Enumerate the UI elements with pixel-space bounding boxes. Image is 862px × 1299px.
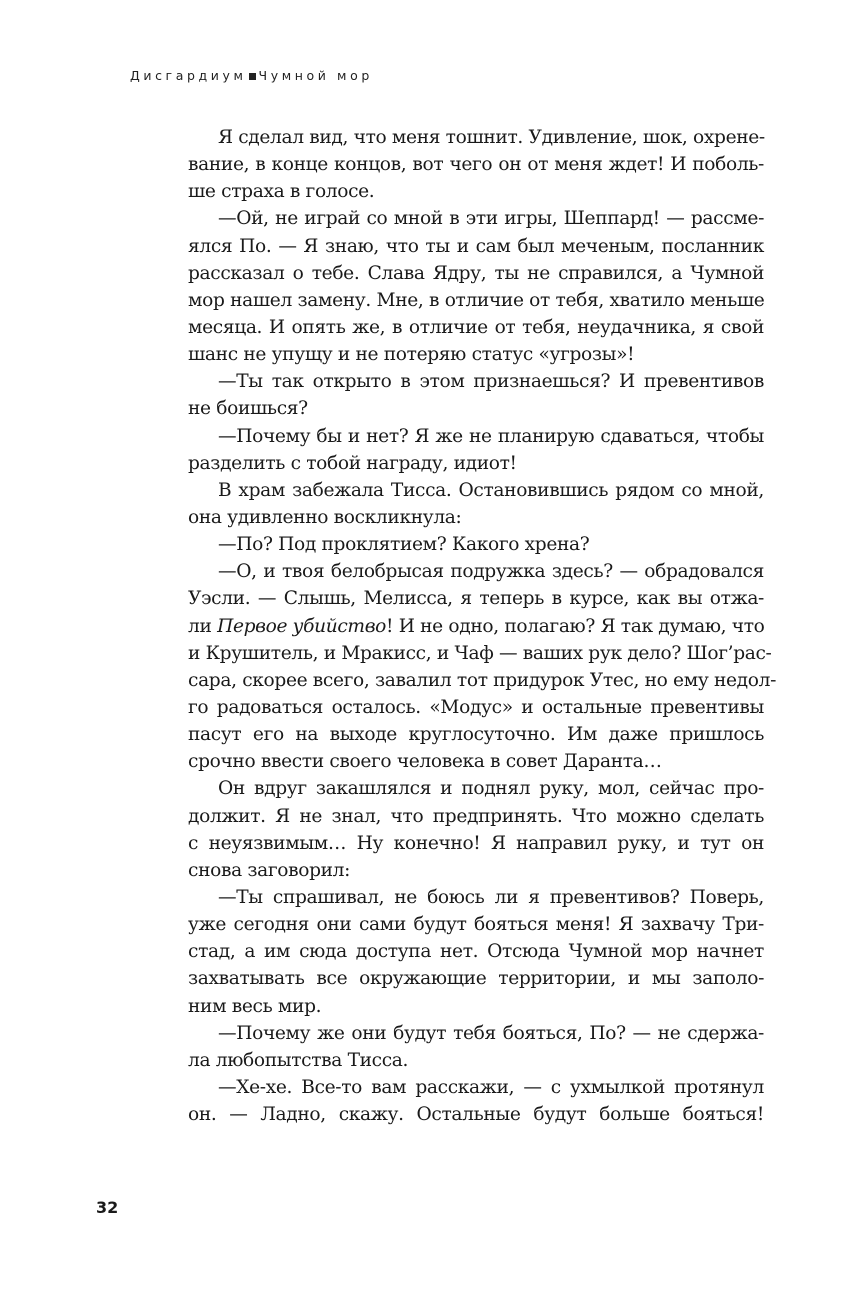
text-line: и Крушитель, и Мракисс, и Чаф — ваших рук дело? Шог’рас- (188, 642, 772, 664)
text-line: не боишься? (188, 398, 308, 420)
text-line: —Почему же они будут тебя бояться, По? — не сдержа- (218, 1022, 764, 1044)
page-number: 32 (96, 1198, 119, 1217)
text-fragment: ! И не одно, полагаю? Я так думаю, что (386, 615, 765, 637)
separator-square-icon (249, 73, 256, 80)
text-line: —Ты так открыто в этом признаешься? И превентивов (218, 371, 764, 393)
text-line: ним весь мир. (188, 995, 322, 1017)
text-line: Я сделал вид, что меня тошнит. Удивление, шок, охрене- (218, 127, 765, 148)
text-line: она удивленно воскликнула: (188, 506, 462, 528)
text-line: он. — Ладно, скажу. Остальные будут больше бояться! (188, 1104, 764, 1126)
text-line: —О, и твоя белобрысая подружка здесь? — обрадовался (218, 561, 764, 583)
text-line: стад, а им сюда доступа нет. Отсюда Чумной мор начнет (188, 941, 764, 963)
running-header-title: Чумной мор (258, 68, 373, 83)
text-line: уже сегодня они сами будут бояться меня! Я захвачу Три- (188, 914, 764, 936)
text-line: захватывать все окружающие территории, и мы заполо- (188, 968, 764, 990)
text-line: рассказал о тебе. Слава Ядру, ты не справился, а Чумной (188, 262, 764, 284)
text-line: —Ты спрашивал, не боюсь ли я превентивов? Поверь, (218, 886, 764, 908)
text-line: го радоваться осталось. «Модус» и остальные превентивы (188, 696, 764, 718)
text-line: с неуязвимым… Ну конечно! Я направил руку, и тут он (188, 832, 764, 854)
italic-title: Первое убийство (217, 615, 387, 637)
text-line: шанс не упущу и не потеряю статус «угрозы»! (188, 344, 635, 366)
text-line: разделить с тобой награду, идиот! (188, 452, 517, 474)
text-line (188, 613, 764, 640)
text-fragment: ли (188, 615, 218, 637)
text-line: должит. Я не знал, что предпринять. Что можно сделать (188, 805, 764, 827)
running-header (130, 68, 373, 83)
text-line: ше страха в голосе. (188, 181, 375, 203)
text-line: снова заговорил: (188, 859, 351, 881)
text-line: пасут его на выходе круглосуточно. Им даже пришлось (188, 724, 764, 746)
text-line: —Хе-хе. Все-то вам расскажи, — с ухмылкой протянул (218, 1076, 764, 1098)
running-header-book: Дисгардиум (130, 68, 247, 83)
body-text (188, 124, 777, 1128)
text-line: —По? Под проклятием? Какого хрена? (218, 534, 590, 556)
text-line: ла любопытства Тисса. (188, 1049, 409, 1071)
text-line: мор нашел замену. Мне, в отличие от тебя, хватило меньше (188, 289, 765, 311)
text-line: Уэсли. — Слышь, Мелисса, я теперь в курсе, как вы отжа- (188, 588, 764, 610)
text-line: срочно ввести своего человека в совет Даранта… (188, 751, 662, 773)
text-line: месяца. И опять же, в отличие от тебя, неудачника, я свой (188, 316, 764, 338)
text-line: —Ой, не играй со мной в эти игры, Шеппард! — рассме- (218, 208, 764, 230)
text-line: —Почему бы и нет? Я же не планирую сдаваться, чтобы (218, 425, 764, 447)
text-line: Он вдруг закашлялся и поднял руку, мол, сейчас про- (218, 778, 764, 800)
text-line: В храм забежала Тисса. Остановившись рядом со мной, (218, 479, 764, 501)
text-line: ялся По. — Я знаю, что ты и сам был меченым, посланник (188, 235, 764, 257)
text-line: сара, скорее всего, завалил тот придурок Утес, но ему недол- (188, 669, 777, 691)
text-line: вание, в конце концов, вот чего он от меня ждет! И поболь- (188, 154, 764, 176)
